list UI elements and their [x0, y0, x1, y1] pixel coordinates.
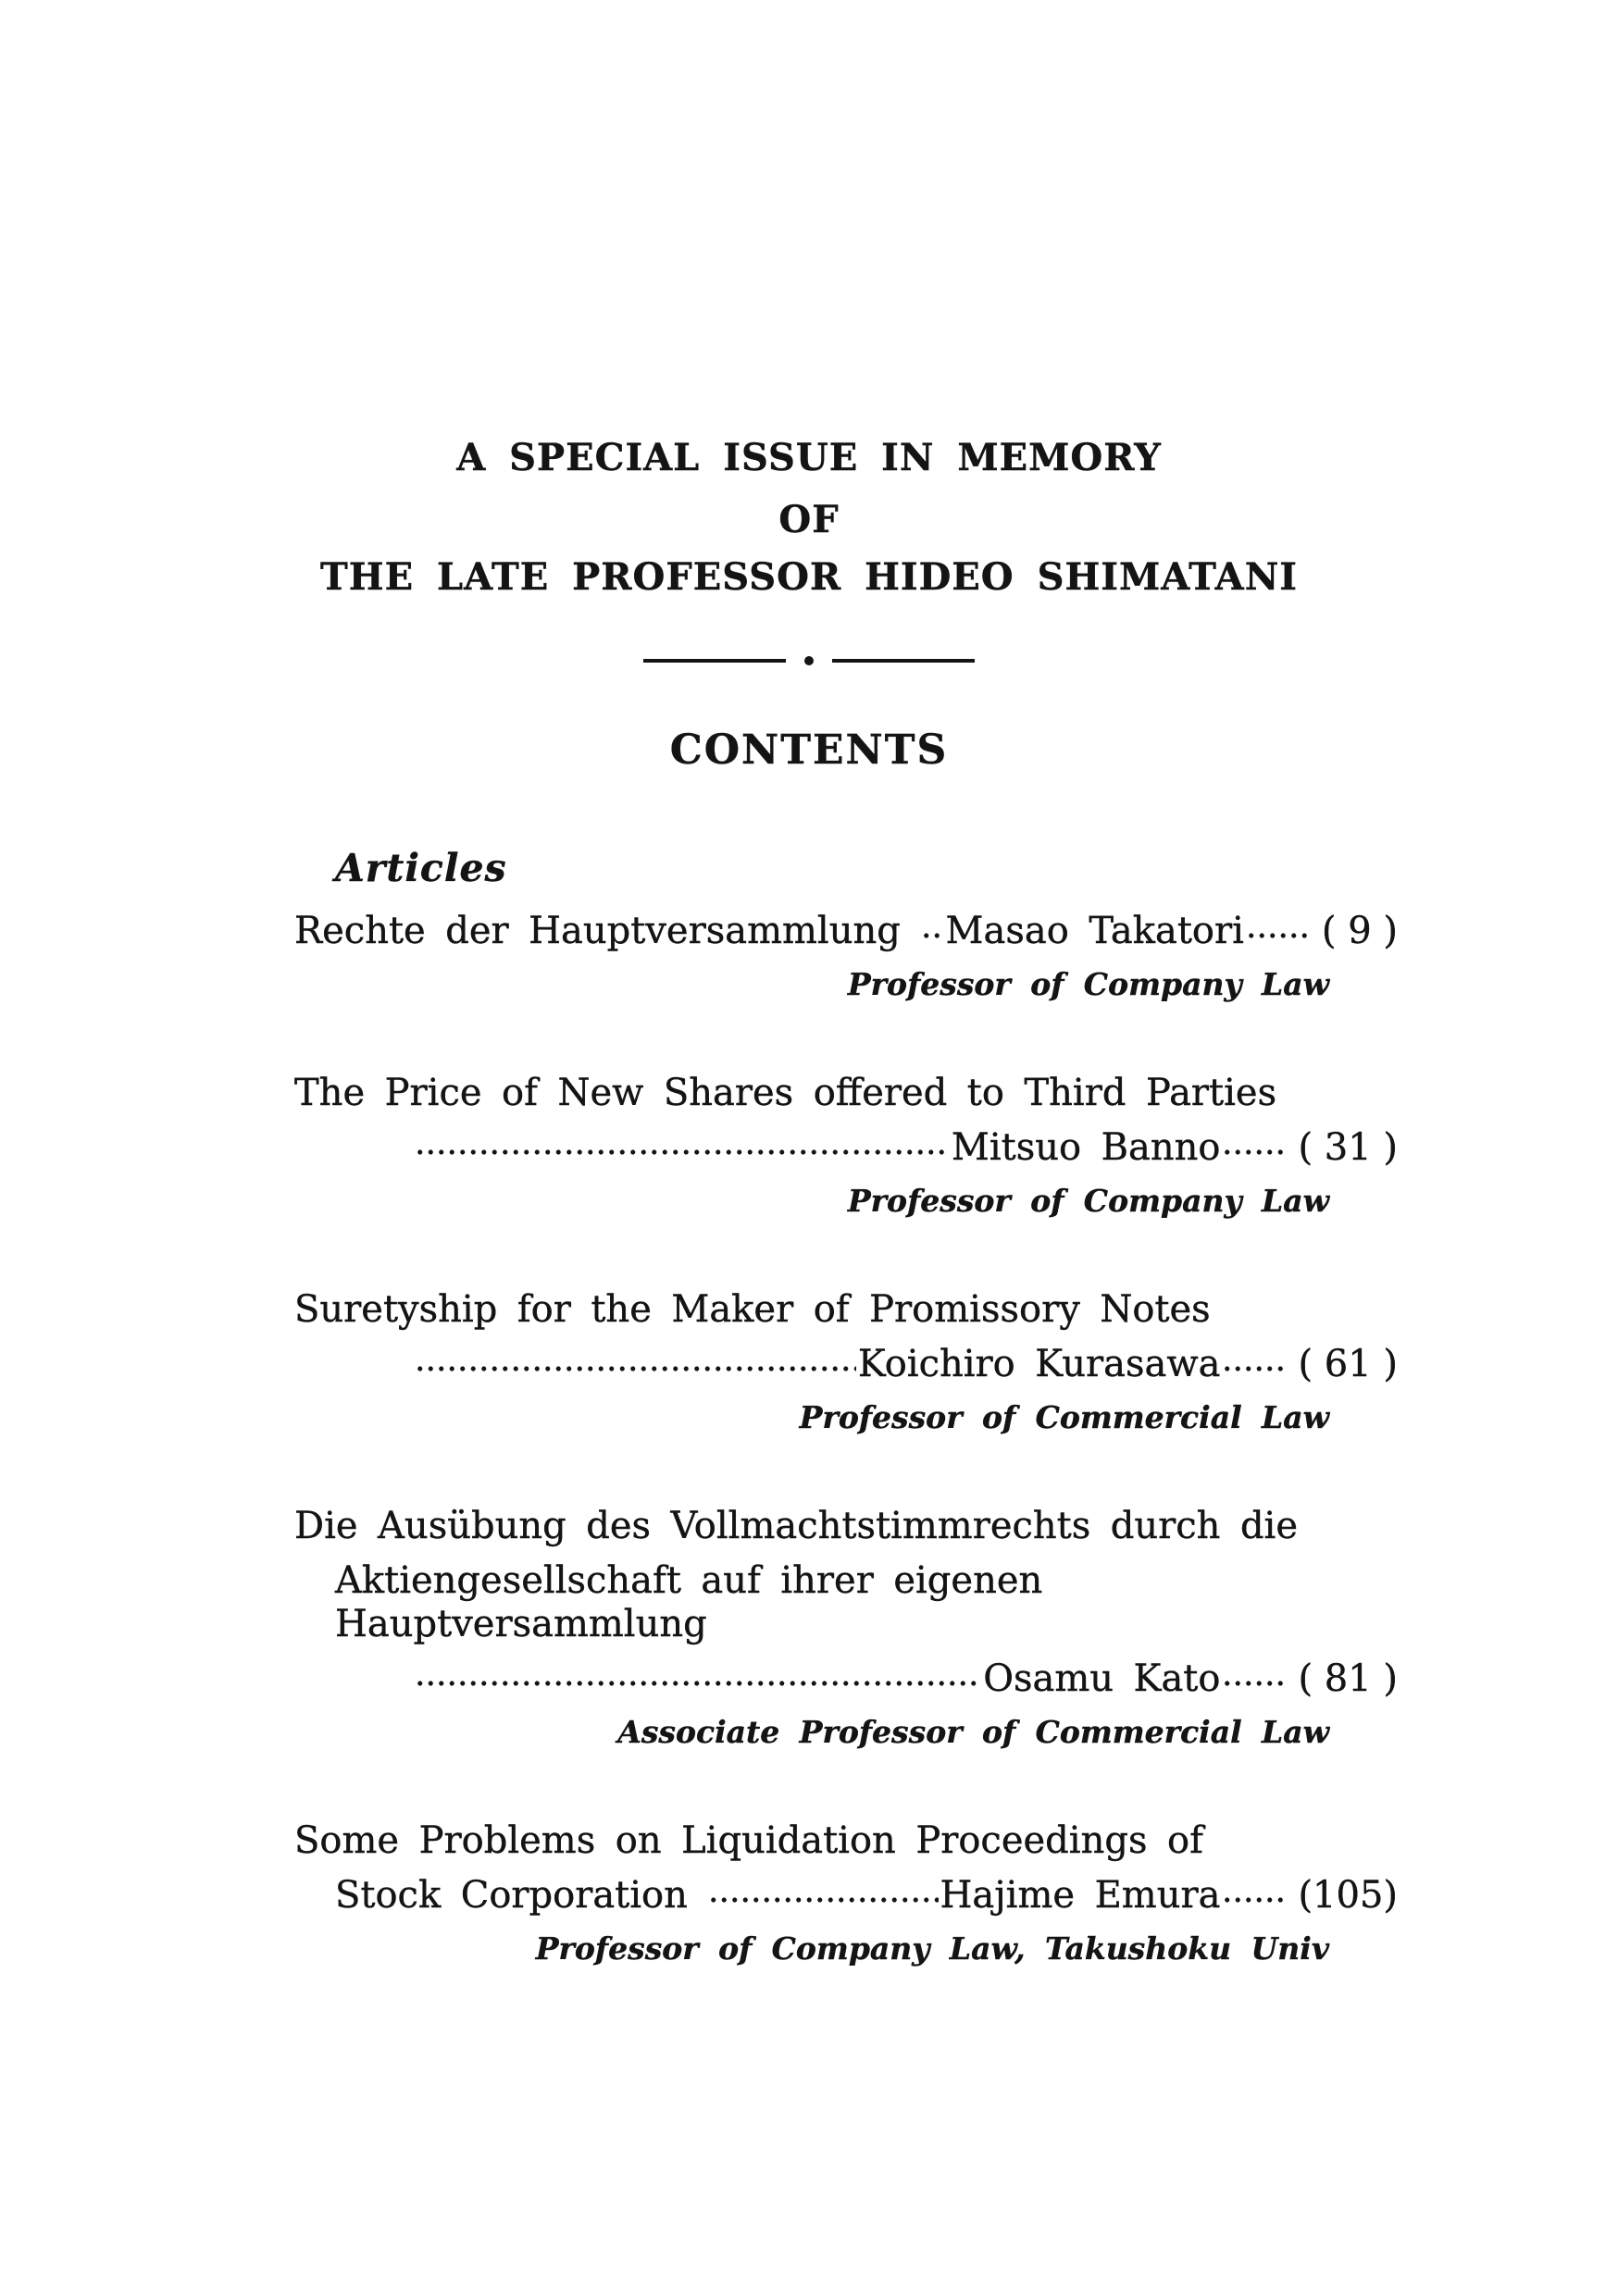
dot-leader	[415, 1365, 856, 1372]
article-leader-row	[407, 1657, 1398, 1701]
author-name: Koichiro Kurasawa	[857, 1343, 1221, 1385]
dot-leader-short	[1246, 932, 1313, 939]
toc-entry	[294, 1505, 1398, 1751]
author-name: Masao Takatori	[945, 910, 1244, 952]
page-number: ( 9 )	[1321, 910, 1398, 952]
toc-entry	[294, 1288, 1398, 1436]
affiliation-line: Professor of Company Law, Takushoku Univ	[535, 1930, 1329, 1967]
dot-leader-short	[1222, 1680, 1288, 1687]
contents-heading: CONTENTS	[669, 726, 949, 774]
page-number: ( 61 )	[1298, 1343, 1398, 1385]
article-title-line: The Price of New Shares offered to Third Parties	[294, 1072, 1277, 1114]
toc-entry	[294, 1819, 1398, 1967]
articles-section-label: Articles	[335, 846, 507, 890]
title-divider	[0, 656, 1618, 665]
article-title-line: Suretyship for the Maker of Promissory Notes	[294, 1288, 1211, 1331]
dot-leader-short	[1222, 1365, 1288, 1372]
article-leader-row	[407, 1343, 1398, 1386]
author-name: Hajime Emura	[940, 1874, 1221, 1917]
article-title-line: Aktiengesellschaft auf ihrer eigenen Hauptversammlung	[335, 1559, 1043, 1645]
dot-leader	[415, 1680, 981, 1687]
page-number: ( 31 )	[1298, 1126, 1398, 1169]
affiliation-line: Professor of Company Law	[847, 1183, 1329, 1219]
affiliation-line: Professor of Commercial Law	[799, 1399, 1329, 1435]
article-title-inline: Stock Corporation	[335, 1874, 688, 1917]
toc-entry	[294, 910, 1398, 1003]
dot-leader-short	[1222, 1148, 1288, 1156]
article-leader-row	[335, 1874, 1398, 1917]
memorial-title-line-3: THE LATE PROFESSOR HIDEO SHIMATANI	[320, 555, 1298, 599]
memorial-title-line-2: OF	[778, 498, 840, 541]
article-title-line: Some Problems on Liquidation Proceedings of	[294, 1819, 1203, 1862]
toc-entry	[294, 1072, 1398, 1220]
dot-leader-short	[1222, 1896, 1288, 1904]
divider-rule-right	[832, 659, 975, 663]
article-leader-row	[294, 910, 1398, 953]
dot-leader	[415, 1148, 950, 1156]
page-number: ( 81 )	[1298, 1657, 1398, 1700]
affiliation-line: Associate Professor of Commercial Law	[617, 1714, 1329, 1750]
divider-rule-left	[643, 659, 786, 663]
article-leader-row	[407, 1126, 1398, 1170]
article-title-line: Die Ausübung des Vollmachtstimmrechts durch die	[294, 1505, 1299, 1547]
article-title-inline: Rechte der Hauptversammlung	[294, 910, 901, 952]
author-name: Mitsuo Banno	[951, 1126, 1221, 1169]
divider-dot	[804, 656, 814, 665]
affiliation-line: Professor of Company Law	[847, 966, 1329, 1002]
memorial-title	[0, 0, 1618, 601]
memorial-title-line-1: A SPECIAL ISSUE IN MEMORY	[456, 436, 1162, 479]
dot-leader	[708, 1896, 939, 1904]
toc-entries	[294, 910, 1398, 1967]
author-name: Osamu Kato	[983, 1657, 1221, 1700]
dot-leader	[921, 932, 944, 939]
page-number: (105)	[1298, 1874, 1398, 1917]
